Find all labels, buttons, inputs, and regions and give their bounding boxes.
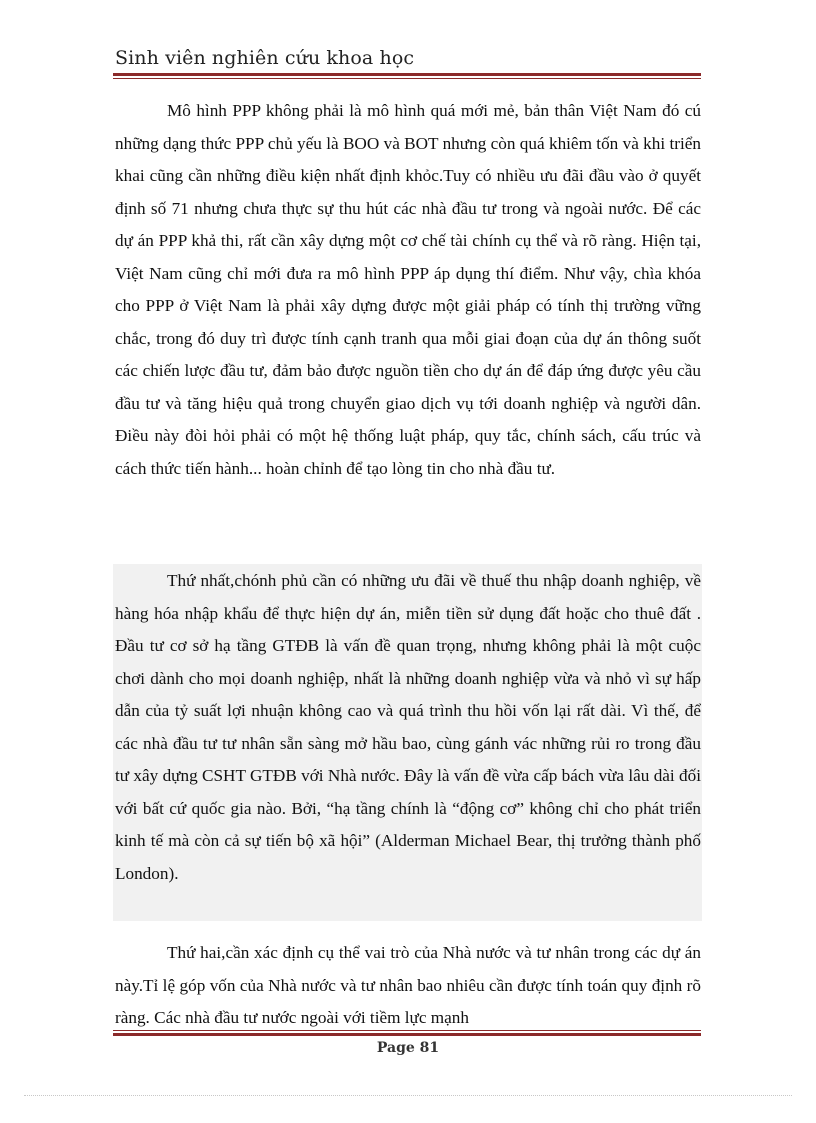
body-paragraph-3: Thứ hai,cần xác định cụ thể vai trò của Nhà nước và tư nhân trong các dự án này.Tỉ lệ góp vốn của Nhà nước và tư nhân bao nhiêu cần được tính toán quy định rõ ràng. Các nhà đầu tư nước ngoài với tiềm lực mạnh bbox=[115, 943, 701, 1027]
header-rule-thick bbox=[113, 73, 701, 76]
header-rule-thin bbox=[113, 78, 701, 79]
page-header-title: Sinh viên nghiên cứu khoa học bbox=[115, 47, 415, 69]
body-paragraph-1: Mô hình PPP không phải là mô hình quá mới mẻ, bản thân Việt Nam đó cú những dạng thức PPP chủ yếu là BOO và BOT nhưng còn quá khiêm tốn và khi triển khai cũng cần những điều kiện nhất định khỏc.Tuy có nhiều ưu đãi đầu vào ở quyết định số 71 nhưng chưa thực sự thu hút các nhà đầu tư trong và ngoài nước. Để các dự án PPP khả thi, rất cần xây dựng một cơ chế tài chính cụ thể và rõ ràng. Hiện tại, Việt Nam cũng chỉ mới đưa ra mô hình PPP áp dụng thí điểm. Như vậy, chìa khóa cho PPP ở Việt Nam là phải xây dựng được một giải pháp có tính thị trường vững chắc, trong đó duy trì được tính cạnh tranh qua mỗi giai đoạn của dự án thông suốt các chiến lược đầu tư, đảm bảo được nguồn tiền cho dự án để đáp ứng được yêu cầu đầu tư và tăng hiệu quả trong chuyển giao dịch vụ tới doanh nghiệp và người dân. Điều này đòi hỏi phải có một hệ thống luật pháp, quy tắc, chính sách, cấu trúc và cách thức tiến hành... hoàn chỉnh để tạo lòng tin cho nhà đầu tư. bbox=[115, 101, 701, 478]
page-number: Page 81 bbox=[376, 1040, 440, 1056]
footer-rule-thick bbox=[113, 1033, 701, 1036]
page-bottom-divider bbox=[24, 1095, 792, 1096]
body-paragraph-2: Thứ nhất,chónh phủ cần có những ưu đãi về thuế thu nhập doanh nghiệp, về hàng hóa nhập khẩu để thực hiện dự án, miễn tiền sử dụng đất hoặc cho thuê đất . Đầu tư cơ sở hạ tầng GTĐB là vấn đề quan trọng, nhưng không phải là một cuộc chơi dành cho mọi doanh nghiệp, nhất là những doanh nghiệp vừa và nhỏ vì sự hấp dẫn của tỷ suất lợi nhuận không cao và quá trình thu hồi vốn lại rất dài. Vì thế, để các nhà đầu tư tư nhân sẵn sàng mở hầu bao, cùng gánh vác những rủi ro trong đầu tư xây dựng CSHT GTĐB với Nhà nước. Đây là vấn đề vừa cấp bách vừa lâu dài đối với bất cứ quốc gia nào. Bởi, “hạ tầng chính là “động cơ” không chỉ cho phát triển kinh tế mà còn cả sự tiến bộ xã hội” (Alderman Michael Bear, thị trưởng thành phố London). bbox=[115, 571, 701, 883]
footer-rule-thin bbox=[113, 1030, 701, 1031]
